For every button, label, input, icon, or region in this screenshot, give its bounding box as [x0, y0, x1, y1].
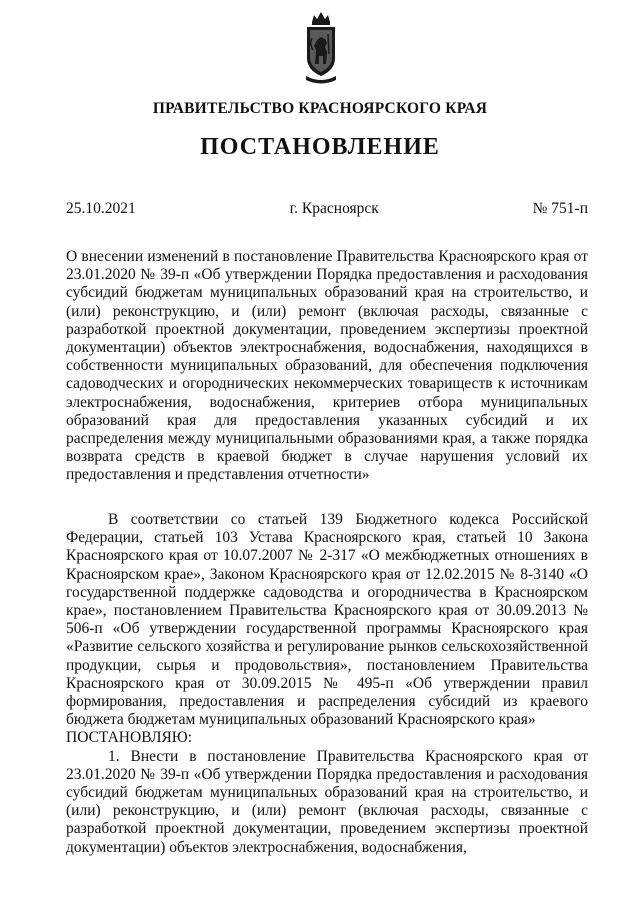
document-date: 25.10.2021 [66, 200, 136, 217]
document-subject: О внесении изменений в постановление Правительства Красноярского края от 23.01.2020 № 39-п «Об утверждении Порядка предоставления и расходования субсидий бюджетам муниципальных образований края на строительство, и (или) реконструкцию, и (или) ремонт (включая расходы, связанные с разработкой проектной документации, проведением экспертизы проектной документации) объектов электроснабжения, водоснабжения, находящихся в собственности муниципальных образований, для обеспечения подключения садоводческих и огороднических некоммерческих товариществ к источникам электроснабжения, водоснабжения, критериев отбора муниципальных образований края для предоставления указанных субсидий и их распределения между муниципальными образованиями края, а также порядка возврата средств в краевой бюджет в случае нарушения условий их предоставления и представления отчетности» [66, 248, 588, 484]
document-city: г. Красноярск [289, 200, 379, 217]
government-title: ПРАВИТЕЛЬСТВО КРАСНОЯРСКОГО КРАЯ [152, 100, 488, 117]
document-number: № 751-п [532, 200, 588, 217]
document-meta-row [66, 200, 588, 218]
resolution-item-1: 1. Внести в постановление Правительства Красноярского края от 23.01.2020 № 39-п «Об утверждении Порядка предоставления и расходования субсидий бюджетам муниципальных образований края на строительство, и (или) реконструкцию, и (или) ремонт (включая расходы, связанные с разработкой проектной документации, проведением экспертизы проектной документации) объектов электроснабжения, водоснабжения, [66, 747, 588, 856]
resolve-statement: ПОСТАНОВЛЯЮ: [66, 729, 193, 747]
coat-of-arms-icon [298, 10, 344, 86]
preamble-paragraph: В соответствии со статьей 139 Бюджетного кодекса Российской Федерации, статьей 103 Устава Красноярского края, статьей 10 Закона Красноярского края от 10.07.2007 № 2-317 «О межбюджетных отношениях в Красноярском крае», Законом Красноярского края от 12.02.2015 № 8-3140 «О государственной поддержке садоводства и огородничества в Красноярском крае», постановлением Правительства Красноярского края от 30.09.2013 № 506-п «Об утверждении государственной программы Красноярского края «Развитие сельского хозяйства и регулирование рынков сельскохозяйственной продукции, сырья и продовольствия», постановлением Правительства Красноярского края от 30.09.2015 № 495-п «Об утверждении правил формирования, предоставления и распределения субсидий из краевого бюджета бюджетам муниципальных образований Красноярского края» [66, 511, 588, 729]
document-type-heading: ПОСТАНОВЛЕНИЕ [200, 134, 440, 160]
document-body [66, 511, 588, 857]
